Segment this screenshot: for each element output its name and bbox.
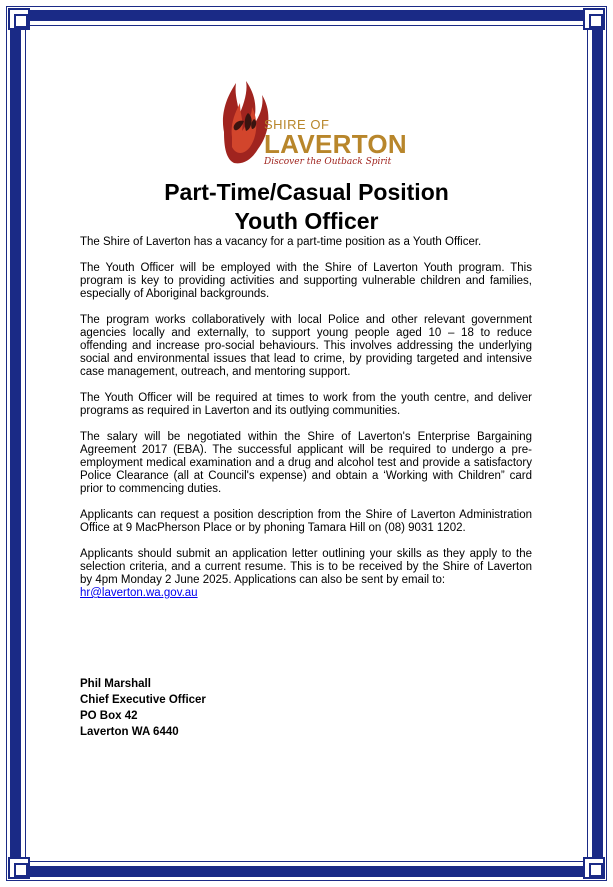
signatory-name: Phil Marshall: [80, 678, 151, 690]
signature-block: [80, 676, 206, 740]
signatory-position: Chief Executive Officer: [80, 694, 206, 706]
shire-logo: [264, 118, 407, 168]
border-corner-bottom-right: [583, 857, 605, 879]
postal-town: Laverton WA 6440: [80, 726, 179, 738]
postal-box: PO Box 42: [80, 710, 138, 722]
email-link[interactable]: hr@laverton.wa.gov.au: [80, 587, 198, 599]
border-corner-top-right: [583, 8, 605, 30]
border-corner-bottom-left: [8, 857, 30, 879]
logo-tagline: Discover the Outback Spirit: [264, 157, 392, 167]
logo-shire-of: SHIRE OF: [264, 117, 330, 132]
application-text: Applicants should submit an application letter outlining your skills as they apply to the selection criteria, and a current resume. This is to be received by the Shire of Laverton by 4pm Monday 2 June 2025. Applications can also be sent by email to:: [80, 548, 532, 586]
paragraph-salary: The salary will be negotiated within the Shire of Laverton's Enterprise Bargaining Agreement 2017 (EBA). The successful applicant will be required to undergo a pre-employment medical examination and a drug and alcohol test and provide a satisfactory Police Clearance (all at Council's expense) and obtain a ‘Working with Children” card prior to commencing duties.: [80, 431, 532, 495]
title-line-2: Youth Officer: [234, 208, 379, 234]
paragraph-position-description: Applicants can request a position description from the Shire of Laverton Administration Office at 9 MacPherson Place or by phoning Tamara Hill on (08) 9031 1202.: [80, 509, 532, 534]
paragraph-program: The program works collaboratively with local Police and other relevant government agencies locally and externally, to support young people aged 10 – 18 to reduce offending and increase pro-social behaviours. This involves addressing the underlying social and environmental issues that lead to crime, by providing targeted and intensive case management, outreach, and mentoring support.: [80, 314, 532, 378]
paragraph-application: [80, 548, 532, 600]
paragraph-youth-centre: The Youth Officer will be required at times to work from the youth centre, and deliver programs as required in Laverton and its outlying communities.: [80, 392, 532, 417]
title-line-1: Part-Time/Casual Position: [164, 179, 449, 205]
border-corner-top-left: [8, 8, 30, 30]
paragraph-employment: The Youth Officer will be employed with the Shire of Laverton Youth program. This program is key to providing activities and supporting vulnerable children and families, especially of Aboriginal backgrounds.: [80, 262, 532, 300]
logo-laverton: LAVERTON: [264, 129, 408, 159]
paragraph-vacancy: The Shire of Laverton has a vacancy for a part-time position as a Youth Officer.: [80, 236, 482, 248]
advert-body: [80, 236, 532, 600]
page-title: [0, 178, 613, 236]
